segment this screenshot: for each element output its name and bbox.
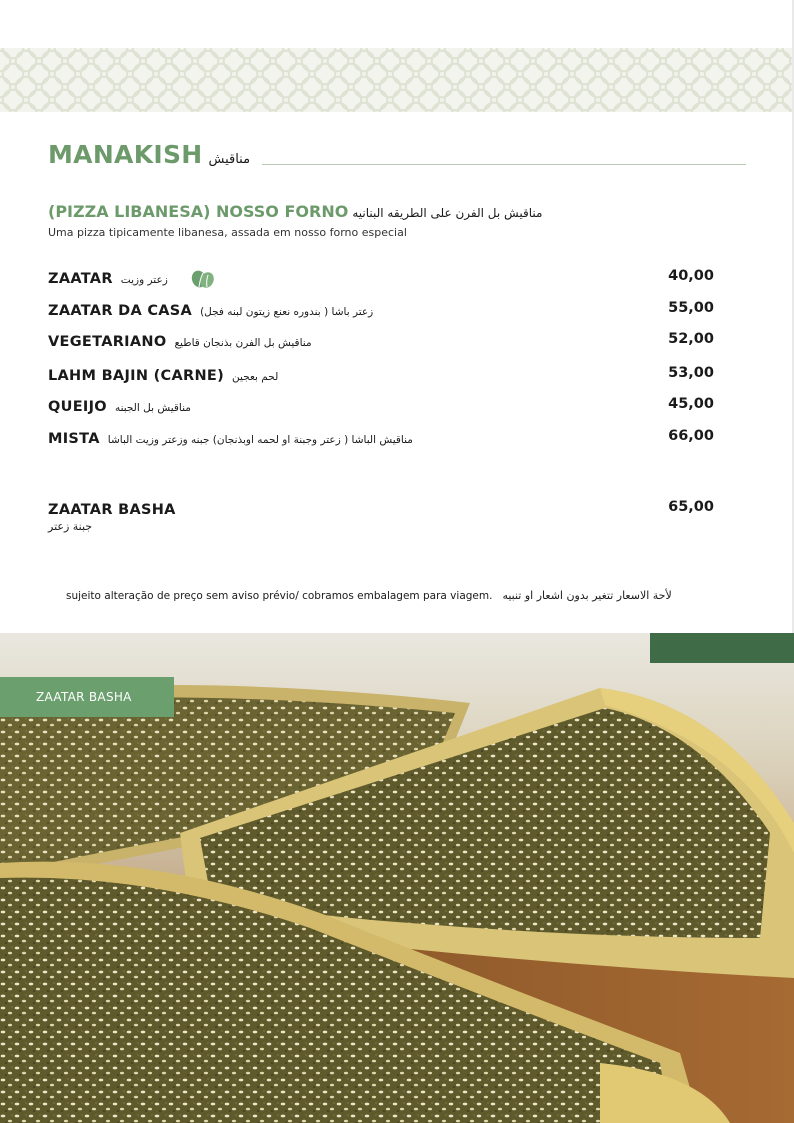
subsection-title: (PIZZA LIBANESA) NOSSO FORNO — [48, 202, 349, 221]
section-title-arabic: مناقيش — [208, 152, 251, 167]
price-notice — [66, 589, 672, 602]
item-name: QUEIJO — [48, 399, 107, 415]
menu-item-lahm-bajin — [48, 365, 714, 387]
leaf-icon — [191, 269, 215, 289]
section-title: MANAKISH — [48, 140, 203, 169]
price-notice-text: sujeito alteração de preço sem aviso prévio/ cobramos embalagem para viagem. — [66, 590, 493, 602]
item-name: ZAATAR — [48, 271, 113, 287]
menu-item-zaatar-basha — [48, 499, 714, 521]
subsection-description: Uma pizza tipicamente libanesa, assada em nosso forno especial — [48, 226, 407, 239]
item-name-arabic: زعتر باشا ( بندوره نعنع زيتون لبنه فجل) — [200, 306, 374, 318]
item-name: ZAATAR BASHA — [48, 502, 176, 518]
item-name-arabic: مناقيش الباشا ( زعتر وجبنة او لحمه اوبذنجان) جبنه وزعتر وزيت الباشا — [107, 434, 413, 446]
item-name: ZAATAR DA CASA — [48, 303, 193, 319]
menu-item-vegetariano — [48, 331, 714, 353]
item-price: 40,00 — [668, 268, 714, 284]
menu-item-zaatar-da-casa — [48, 300, 714, 322]
item-price: 53,00 — [668, 365, 714, 381]
item-price: 55,00 — [668, 300, 714, 316]
item-name-arabic: زعتر وزيت — [120, 274, 168, 286]
item-price: 45,00 — [668, 396, 714, 412]
heading-divider — [262, 164, 746, 165]
item-price: 65,00 — [668, 499, 714, 515]
photo-label-badge: ZAATAR BASHA — [0, 677, 174, 717]
price-notice-arabic: لأحة الاسعار تتغير بدون اشعار او تنبيه — [502, 589, 672, 602]
section-heading — [48, 140, 250, 169]
item-name-arabic: جبنة زعتر — [48, 520, 93, 533]
subsection-title-arabic: مناقيش بل الفرن على الطريقه البنانيه — [352, 206, 543, 220]
subsection-heading — [48, 202, 542, 221]
menu-item-mista — [48, 428, 714, 450]
item-name-arabic: مناقيش بل الفرن بذنجان قاطيع — [174, 337, 312, 349]
item-name-arabic: مناقيش بل الجبنه — [114, 402, 191, 414]
item-name-arabic: لحم بعجين — [232, 371, 279, 383]
item-price: 52,00 — [668, 331, 714, 347]
menu-item-zaatar — [48, 268, 714, 290]
decorative-pattern-band — [0, 48, 794, 112]
item-name: LAHM BAJIN (CARNE) — [48, 368, 225, 384]
item-name: MISTA — [48, 431, 100, 447]
item-name: VEGETARIANO — [48, 334, 167, 350]
item-price: 66,00 — [668, 428, 714, 444]
menu-item-queijo — [48, 396, 714, 418]
